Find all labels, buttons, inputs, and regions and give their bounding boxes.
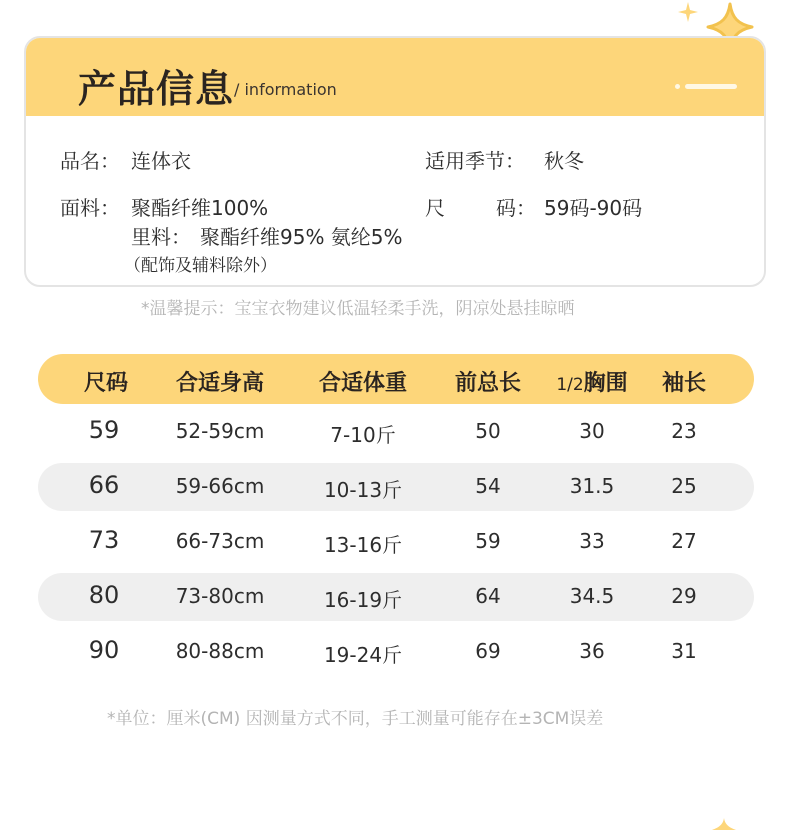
header-weight: 合适体重 — [318, 371, 408, 396]
cell-size: 73 — [88, 526, 120, 554]
cell-chest: 31.5 — [569, 474, 615, 498]
table-row — [38, 628, 754, 676]
cell-length: 50 — [475, 419, 501, 443]
cell-length: 64 — [475, 584, 501, 608]
cell-sleeve: 31 — [671, 639, 697, 663]
header-length: 前总长 — [454, 371, 522, 396]
size-label-part2: 码： — [496, 196, 536, 220]
card-header — [26, 38, 764, 116]
header-size: 尺码 — [83, 371, 129, 396]
table-row — [38, 573, 754, 621]
size-table-header — [38, 354, 754, 404]
cell-sleeve: 29 — [671, 584, 697, 608]
cell-length: 59 — [475, 529, 501, 553]
cell-chest: 36 — [579, 639, 605, 663]
lining-label: 里料： — [131, 225, 191, 249]
header-chest — [556, 366, 627, 397]
size-label-part1: 尺 — [425, 196, 445, 220]
care-tip: *温馨提示：宝宝衣物建议低温轻柔手洗，阴凉处悬挂晾晒 — [141, 299, 575, 319]
fabric-label: 面料： — [60, 196, 120, 220]
cell-weight: 7-10斤 — [330, 423, 396, 447]
lining-value: 聚酯纤维95% 氨纶5% — [200, 225, 403, 249]
cell-weight: 13-16斤 — [323, 533, 403, 557]
table-row — [38, 408, 754, 456]
decorative-line — [685, 84, 737, 89]
header-height: 合适身高 — [175, 371, 265, 396]
card-subtitle: / information — [234, 80, 337, 99]
cell-chest: 33 — [579, 529, 605, 553]
cell-length: 54 — [475, 474, 501, 498]
table-row — [38, 463, 754, 511]
cell-size: 80 — [88, 581, 120, 609]
card-title: 产品信息 — [78, 67, 235, 111]
cell-weight: 16-19斤 — [323, 588, 403, 612]
fabric-value: 聚酯纤维100% — [131, 196, 269, 220]
cell-weight: 10-13斤 — [323, 478, 403, 502]
cell-size: 90 — [88, 636, 120, 664]
measurement-note: *单位：厘米(CM) 因测量方式不同，手工测量可能存在±3CM误差 — [107, 709, 604, 729]
sparkle-icon — [712, 818, 736, 830]
season-value: 秋冬 — [544, 149, 584, 173]
cell-height: 73-80cm — [175, 584, 265, 608]
cell-weight: 19-24斤 — [323, 643, 403, 667]
name-label: 品名： — [60, 149, 120, 173]
cell-height: 80-88cm — [175, 639, 265, 663]
cell-height: 66-73cm — [175, 529, 265, 553]
header-chest-label: 胸围 — [583, 371, 628, 396]
accessory-note: （配饰及辅料除外） — [124, 256, 277, 276]
size-range-value: 59码-90码 — [544, 196, 643, 220]
name-value: 连体衣 — [131, 149, 191, 173]
decorative-dot — [675, 84, 680, 89]
cell-height: 59-66cm — [175, 474, 265, 498]
cell-sleeve: 25 — [671, 474, 697, 498]
cell-height: 52-59cm — [175, 419, 265, 443]
cell-chest: 30 — [579, 419, 605, 443]
cell-sleeve: 23 — [671, 419, 697, 443]
cell-chest: 34.5 — [569, 584, 615, 608]
cell-size: 66 — [88, 471, 120, 499]
cell-sleeve: 27 — [671, 529, 697, 553]
season-label: 适用季节： — [425, 149, 525, 173]
cell-size: 59 — [88, 416, 120, 444]
header-sleeve: 袖长 — [661, 371, 707, 396]
table-row — [38, 518, 754, 566]
cell-length: 69 — [475, 639, 501, 663]
header-chest-fraction: 1/2 — [556, 375, 584, 395]
